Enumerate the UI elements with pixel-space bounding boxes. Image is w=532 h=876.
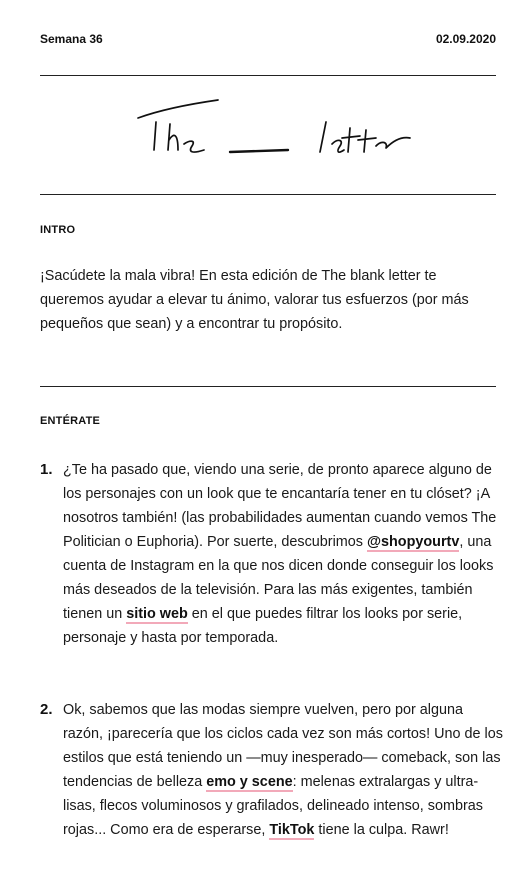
- text-segment: ¿Te ha pasado que, viendo una serie, de pronto aparece alguno de los personajes con un look que te encantaría tener en tu clóset? ¡A nosotros también! (las probabilidades aumentan cuando vemos The Politician o Euphoria). Por suerte, descubrimos: [63, 462, 497, 550]
- logo-handwritten: [130, 88, 420, 178]
- divider: [40, 194, 496, 195]
- text-segment: tiene la culpa. Rawr!: [314, 822, 449, 838]
- item-number: 2.: [40, 701, 53, 718]
- item-text: [63, 458, 503, 650]
- intro-title: INTRO: [40, 224, 76, 236]
- shopyourtv-link[interactable]: @shopyourtv: [366, 534, 460, 550]
- enterate-title: ENTÉRATE: [40, 415, 101, 427]
- divider: [40, 75, 496, 76]
- issue-header: [40, 32, 496, 46]
- item-number: 1.: [40, 461, 53, 478]
- text-segment: en el que puedes filtrar los looks por serie, personaje y hasta por temporada.: [63, 606, 463, 646]
- text-segment: Ok, sabemos que las modas siempre vuelven, pero por alguna razón, ¡parecería que los ciclos cada vez son más cortos! Uno de los estilos que está teniendo un —muy inesperado— comeback, son las tendencias de belleza: [63, 702, 503, 790]
- week-label: Semana 36: [40, 32, 103, 46]
- intro-text: ¡Sacúdete la mala vibra! En esta edición de The blank letter te queremos ayudar a elevar tu ánimo, valorar tus esfuerzos (por más pequeños que sean) y a encontrar tu propósito.: [40, 268, 469, 332]
- issue-date: 02.09.2020: [435, 32, 496, 46]
- divider: [40, 386, 496, 387]
- text-segment: : melenas extralargas y ultra-lisas, flecos voluminosos y grafilados, delineado intenso, sombras rojas... Como era de esperarse,: [63, 774, 483, 838]
- item-text: [63, 698, 503, 842]
- text-segment: , una cuenta de Instagram en la que nos dicen donde conseguir los looks más deseados de la televisión. Para las más exigentes, también tienen un: [63, 534, 494, 622]
- tiktok-link[interactable]: TikTok: [269, 822, 315, 838]
- emo-scene-link[interactable]: emo y scene: [206, 774, 293, 790]
- website-link[interactable]: sitio web: [126, 606, 188, 622]
